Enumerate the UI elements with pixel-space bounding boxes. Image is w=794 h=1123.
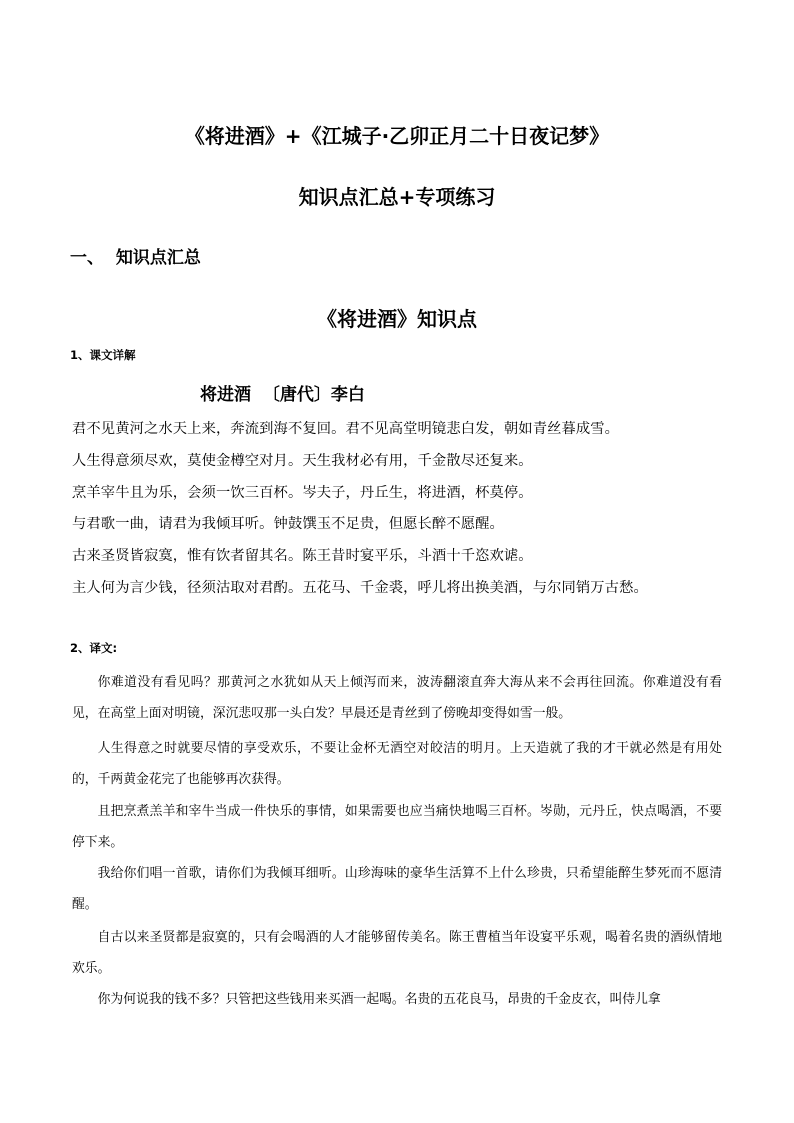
item-label-text-explanation: 1、课文详解 [70,348,136,362]
poem-line: 君不见黄河之水天上来，奔流到海不复回。君不见高堂明镜悲白发，朝如青丝暮成雪。 [72,421,620,437]
poem-title: 将进酒 〔唐代〕李白 [200,385,365,405]
section-heading: 一、 知识点汇总 [70,248,201,268]
translation-paragraph: 人生得意之时就要尽情的享受欢乐，不要让金杯无酒空对皎洁的明月。上天造就了我的才干就必然是有用处的，千两黄金花完了也能够再次获得。 [72,741,722,787]
translation-paragraph: 你为何说我的钱不多？只管把这些钱用来买酒一起喝。名贵的五花良马，昂贵的千金皮衣，叫侍儿拿 [97,992,661,1007]
document-subtitle: 知识点汇总+专项练习 [298,185,496,209]
poem-line: 烹羊宰牛且为乐，会须一饮三百杯。岑夫子，丹丘生，将进酒，杯莫停。 [72,485,533,501]
poem-line: 主人何为言少钱，径须沽取对君酌。五花马、千金裘，呼儿将出换美酒，与尔同销万古愁。 [72,580,648,596]
item-label-translation: 2、译文: [70,641,118,655]
poem-line: 与君歌一曲，请君为我倾耳听。钟鼓馔玉不足贵，但愿长醉不愿醒。 [72,516,504,532]
poem-line: 人生得意须尽欢，莫使金樽空对月。天生我材必有用，千金散尽还复来。 [72,453,533,469]
poem-line: 古来圣贤皆寂寞，惟有饮者留其名。陈王昔时宴平乐，斗酒十千恣欢谑。 [72,548,533,564]
translation-paragraph: 且把烹煮羔羊和宰牛当成一件快乐的事情，如果需要也应当痛快地喝三百杯。岑勋，元丹丘，快点喝酒，不要停下来。 [72,804,722,850]
translation-paragraph: 自古以来圣贤都是寂寞的，只有会喝酒的人才能够留传美名。陈王曹植当年设宴平乐观，喝着名贵的酒纵情地欢乐。 [72,930,722,976]
translation-paragraph: 我给你们唱一首歌，请你们为我倾耳细听。山珍海味的豪华生活算不上什么珍贵，只希望能醉生梦死而不愿清醒。 [72,866,722,912]
subsection-title: 《将进酒》知识点 [317,307,477,331]
translation-paragraph: 你难道没有看见吗？那黄河之水犹如从天上倾泻而来，波涛翻滚直奔大海从来不会再往回流。你难道没有看见，在高堂上面对明镜，深沉悲叹那一头白发？早晨还是青丝到了傍晚却变得如雪一般。 [72,675,722,721]
document-title: 《将进酒》+《江城子·乙卯正月二十日夜记梦》 [184,124,610,148]
